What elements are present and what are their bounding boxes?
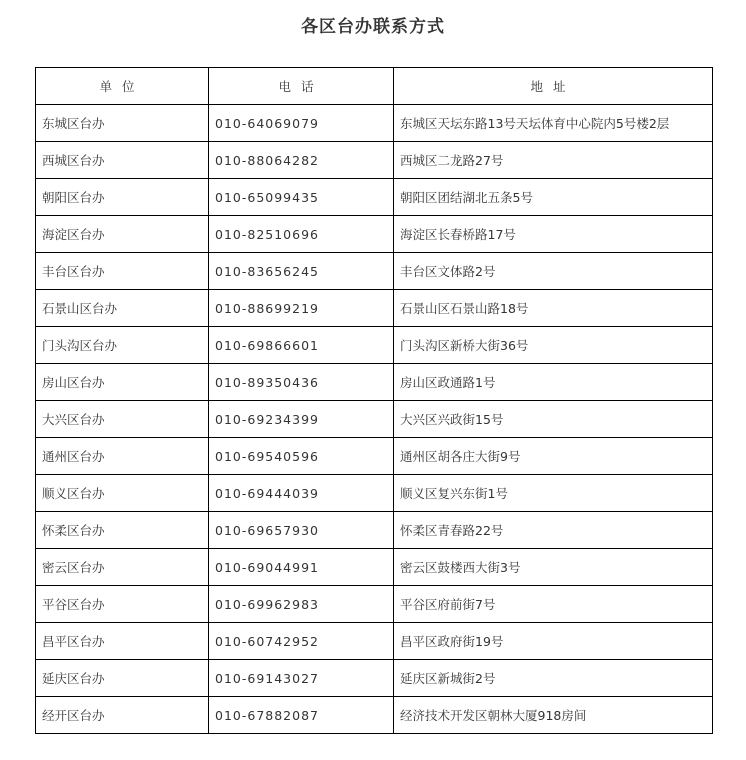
- unit-cell: 延庆区台办: [36, 660, 209, 697]
- table-row: [36, 364, 713, 401]
- unit-cell: 西城区台办: [36, 142, 209, 179]
- phone-cell: 010-60742952: [209, 623, 394, 660]
- table-row: [36, 512, 713, 549]
- address-cell: 丰台区文体路2号: [394, 253, 713, 290]
- address-cell: 朝阳区团结湖北五条5号: [394, 179, 713, 216]
- table-row: [36, 327, 713, 364]
- unit-cell: 海淀区台办: [36, 216, 209, 253]
- address-cell: 门头沟区新桥大街36号: [394, 327, 713, 364]
- phone-cell: 010-67882087: [209, 697, 394, 734]
- unit-cell: 顺义区台办: [36, 475, 209, 512]
- unit-cell: 怀柔区台办: [36, 512, 209, 549]
- table-row: [36, 105, 713, 142]
- contacts-table: [35, 67, 713, 734]
- unit-cell: 大兴区台办: [36, 401, 209, 438]
- table-row: [36, 660, 713, 697]
- address-cell: 西城区二龙路27号: [394, 142, 713, 179]
- unit-cell: 经开区台办: [36, 697, 209, 734]
- table-row: [36, 216, 713, 253]
- address-cell: 平谷区府前街7号: [394, 586, 713, 623]
- table-row: [36, 623, 713, 660]
- unit-cell: 朝阳区台办: [36, 179, 209, 216]
- table-row: [36, 475, 713, 512]
- table-body: [36, 105, 713, 734]
- unit-cell: 石景山区台办: [36, 290, 209, 327]
- address-cell: 房山区政通路1号: [394, 364, 713, 401]
- phone-cell: 010-88699219: [209, 290, 394, 327]
- unit-cell: 密云区台办: [36, 549, 209, 586]
- phone-cell: 010-69540596: [209, 438, 394, 475]
- table-row: [36, 253, 713, 290]
- table-row: [36, 179, 713, 216]
- address-cell: 通州区胡各庄大街9号: [394, 438, 713, 475]
- address-cell: 密云区鼓楼西大街3号: [394, 549, 713, 586]
- table-row: [36, 549, 713, 586]
- unit-cell: 东城区台办: [36, 105, 209, 142]
- address-cell: 石景山区石景山路18号: [394, 290, 713, 327]
- address-cell: 怀柔区青春路22号: [394, 512, 713, 549]
- unit-cell: 丰台区台办: [36, 253, 209, 290]
- phone-cell: 010-82510696: [209, 216, 394, 253]
- table-header-row: [36, 68, 713, 105]
- unit-cell: 昌平区台办: [36, 623, 209, 660]
- address-cell: 大兴区兴政街15号: [394, 401, 713, 438]
- phone-cell: 010-69044991: [209, 549, 394, 586]
- table-row: [36, 290, 713, 327]
- address-cell: 海淀区长春桥路17号: [394, 216, 713, 253]
- phone-cell: 010-64069079: [209, 105, 394, 142]
- phone-cell: 010-69657930: [209, 512, 394, 549]
- address-cell: 东城区天坛东路13号天坛体育中心院内5号楼2层: [394, 105, 713, 142]
- phone-cell: 010-69444039: [209, 475, 394, 512]
- unit-cell: 门头沟区台办: [36, 327, 209, 364]
- phone-cell: 010-65099435: [209, 179, 394, 216]
- address-cell: 昌平区政府街19号: [394, 623, 713, 660]
- header-address: 地址: [394, 68, 713, 105]
- phone-cell: 010-69143027: [209, 660, 394, 697]
- phone-cell: 010-69962983: [209, 586, 394, 623]
- unit-cell: 平谷区台办: [36, 586, 209, 623]
- unit-cell: 通州区台办: [36, 438, 209, 475]
- table-row: [36, 401, 713, 438]
- address-cell: 顺义区复兴东街1号: [394, 475, 713, 512]
- table-row: [36, 142, 713, 179]
- phone-cell: 010-89350436: [209, 364, 394, 401]
- header-phone: 电话: [209, 68, 394, 105]
- unit-cell: 房山区台办: [36, 364, 209, 401]
- table-row: [36, 586, 713, 623]
- header-unit: 单位: [36, 68, 209, 105]
- table-row: [36, 697, 713, 734]
- address-cell: 经济技术开发区朝林大厦918房间: [394, 697, 713, 734]
- phone-cell: 010-88064282: [209, 142, 394, 179]
- phone-cell: 010-83656245: [209, 253, 394, 290]
- page-title: 各区台办联系方式: [301, 17, 445, 37]
- address-cell: 延庆区新城街2号: [394, 660, 713, 697]
- phone-cell: 010-69866601: [209, 327, 394, 364]
- phone-cell: 010-69234399: [209, 401, 394, 438]
- table-row: [36, 438, 713, 475]
